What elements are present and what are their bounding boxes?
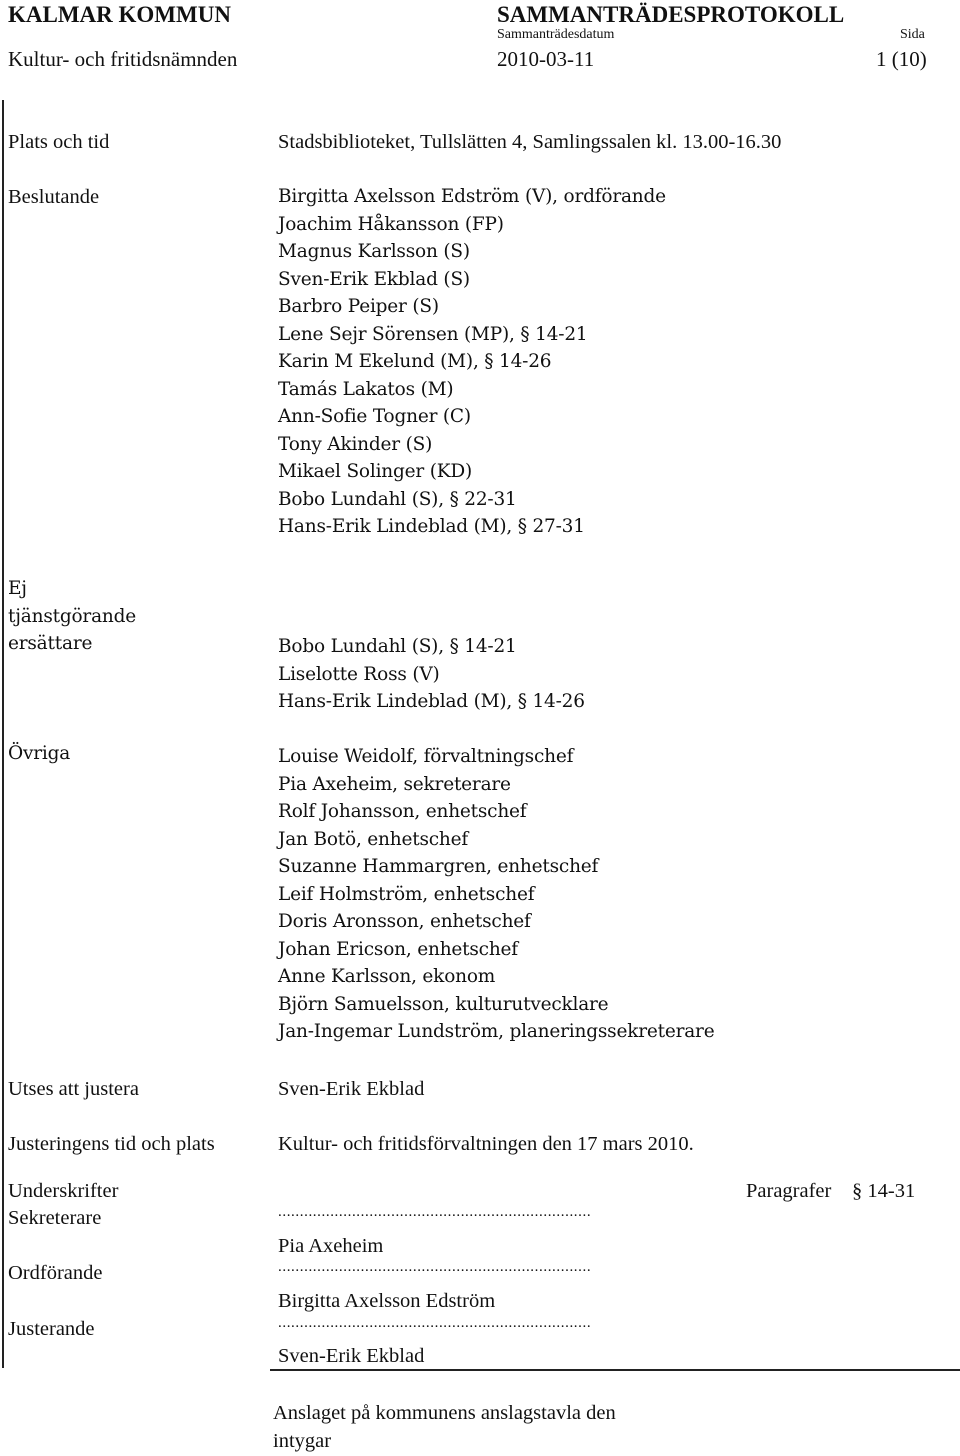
deciding-label: Beslutande <box>8 186 100 208</box>
bottom-divider <box>270 1369 960 1371</box>
place-time-value: Stadsbiblioteket, Tullslätten 4, Samlingssalen kl. 13.00-16.30 <box>278 131 782 153</box>
list-item: Louise Weidolf, förvaltningschef <box>278 746 574 767</box>
list-item: Björn Samuelsson, kulturutvecklare <box>278 993 609 1015</box>
adjuster-signature-line: ........................................................................ <box>278 1315 592 1331</box>
substitutes-list <box>278 633 585 716</box>
adjuster-label: Utses att justera <box>8 1078 139 1100</box>
list-item: Tony Akinder (S) <box>278 433 433 455</box>
list-item: Hans-Erik Lindeblad (M), § 27-31 <box>278 516 585 537</box>
committee-name: Kultur- och fritidsnämnden <box>8 47 238 71</box>
list-item: Pia Axeheim, sekreterare <box>278 773 511 795</box>
paragraphs-label: Paragrafer <box>746 1180 832 1202</box>
list-item: Magnus Karlsson (S) <box>278 241 470 262</box>
posting-notice-line1: Anslaget på kommunens anslagstavla den <box>273 1402 616 1424</box>
list-item: Tamás Lakatos (M) <box>278 378 454 400</box>
list-item: Doris Aronsson, enhetschef <box>278 911 531 932</box>
list-item: Joachim Håkansson (FP) <box>278 213 504 235</box>
list-item: Jan-Ingemar Lundström, planeringssekreterare <box>278 1021 715 1042</box>
list-item: Sven-Erik Ekblad (S) <box>278 268 470 290</box>
adjuster-value: Sven-Erik Ekblad <box>278 1078 425 1100</box>
chair-name: Birgitta Axelsson Edström <box>278 1290 496 1312</box>
list-item: Liselotte Ross (V) <box>278 663 440 685</box>
signatures-label: Underskrifter <box>8 1180 119 1202</box>
list-item: Bobo Lundahl (S), § 14-21 <box>278 636 517 657</box>
list-item: Barbro Peiper (S) <box>278 296 439 317</box>
chair-role: Ordförande <box>8 1262 103 1284</box>
place-time-label: Plats och tid <box>8 131 110 153</box>
meeting-date: 2010-03-11 <box>497 47 595 71</box>
others-list <box>278 743 714 1046</box>
adjuster-name: Sven-Erik Ekblad <box>278 1345 425 1367</box>
secretary-role: Sekreterare <box>8 1207 102 1229</box>
list-item: Karin M Ekelund (M), § 14-26 <box>278 351 552 372</box>
list-item: Hans-Erik Lindeblad (M), § 14-26 <box>278 691 585 712</box>
list-item: Suzanne Hammargren, enhetschef <box>278 856 599 877</box>
substitutes-label-line1: Ej <box>8 578 27 599</box>
paragraphs-value: § 14-31 <box>852 1180 916 1202</box>
list-item: Johan Ericson, enhetschef <box>278 938 518 960</box>
chair-signature-line: ........................................................................ <box>278 1259 592 1275</box>
page-number: 1 (10) <box>876 47 927 71</box>
list-item: Leif Holmström, enhetschef <box>278 883 535 905</box>
list-item: Lene Sejr Sörensen (MP), § 14-21 <box>278 323 588 345</box>
substitutes-label-line3: ersättare <box>8 633 93 654</box>
date-label: Sammanträdesdatum <box>497 27 615 42</box>
list-item: Jan Botö, enhetschef <box>278 828 469 850</box>
adjuster-role: Justerande <box>8 1318 95 1340</box>
list-item: Birgitta Axelsson Edström (V), ordförande <box>278 186 666 207</box>
list-item: Mikael Solinger (KD) <box>278 461 473 482</box>
page-label: Sida <box>900 27 925 42</box>
secretary-signature-line: ........................................................................ <box>278 1204 592 1220</box>
deciding-members-list <box>278 183 666 541</box>
list-item: Anne Karlsson, ekonom <box>278 966 496 987</box>
municipality-title: KALMAR KOMMUN <box>8 2 231 27</box>
list-item: Bobo Lundahl (S), § 22-31 <box>278 488 517 510</box>
left-margin-rule <box>2 100 4 1368</box>
adjustment-label: Justeringens tid och plats <box>8 1133 215 1155</box>
document-type-title: SAMMANTRÄDESPROTOKOLL <box>497 2 845 27</box>
others-label: Övriga <box>8 743 71 764</box>
secretary-name: Pia Axeheim <box>278 1235 384 1257</box>
adjustment-value: Kultur- och fritidsförvaltningen den 17 mars 2010. <box>278 1133 694 1155</box>
posting-notice-line2: intygar <box>273 1430 332 1452</box>
list-item: Rolf Johansson, enhetschef <box>278 801 527 822</box>
substitutes-label-line2: tjänstgörande <box>8 606 137 627</box>
list-item: Ann-Sofie Togner (C) <box>278 406 471 427</box>
